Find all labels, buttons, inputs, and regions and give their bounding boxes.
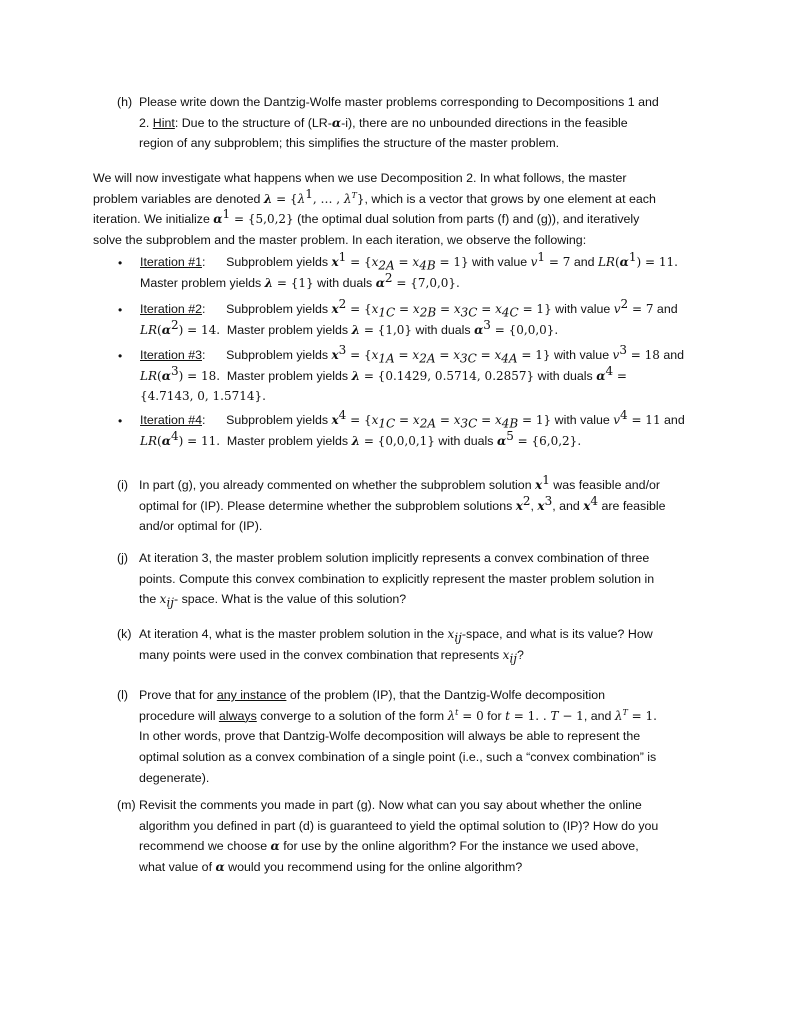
intro-line-2: problem variables are denoted $\lambda = \{\lambda^1$, … , $\lambda^T$}, which is a vector that grows by one element at each [93,186,656,206]
iteration-2-name: Iteration #2 [140,302,202,316]
part-h [117,92,717,154]
part-j: (j) At iteration 3, the master problem solution implicitly represents a convex combination of three points. Compute this convex combination to explicitly represent the master problem solution in the $x_{ij}-$ space. What is the value of this solution? [117,548,717,610]
bullet-icon: • [118,303,123,317]
iteration-1-name: Iteration #1 [140,255,202,269]
bullet-icon: • [118,256,123,270]
part-k: (k) At iteration 4, what is the master problem solution in the $x_{ij}$-space, and what is its value? How many points were used in the convex combination that represents $x_{ij}$? [117,624,717,665]
iteration-4: Iteration #4: Subproblem yields $x^4 = \{x_{1C} = x_{2A} = x_{3C} = x_{4B} = 1\}$ with value $v^4 = 11$ and $LR(\alpha^4) = 11$. Master problem yields λ = {0,0,0,1} with duals $\alpha^5 = \{6,0,2\}$. [140,407,685,448]
part-j-label: (j) [117,551,129,565]
part-l-label: (l) [117,688,129,702]
part-i: (i) In part (g), you already commented on whether the subproblem solution $x^1$ was feasible and/or optimal for (IP). Please determine whether the subproblem solutions $x^2$, $x^3$, and $x^4$ are feasible and/or optimal for (IP). [117,472,666,534]
part-h-line-2: 2. Hint: Due to the structure of (LR-α-i), there are no unbounded directions in the feasible [139,115,628,130]
part-m: (m) Revisit the comments you made in part (g). Now what can you say about whether the online algorithm you defined in part (d) is guaranteed to yield the optimal solution to (IP)? How do you recommend we choose α for use by the online algorithm? For the instance we used above, what value of α would you recommend using for the online algorithm? [117,795,717,878]
part-l: (l) Prove that for any instance of the problem (IP), that the Dantzig-Wolfe decomposition procedure will always converge to a solution of the form $\lambda^t = 0$ for t = 1. . T − 1, and $\lambda^T = 1$. In other words, prove that Dantzig-Wolfe decomposition will always be able to represent the optimal solution as a convex combination of a single point (i.e., such a “convex combination” is degenerate). [117,685,717,789]
iteration-3: Iteration #3: Subproblem yields $x^3 = \{x_{1A} = x_{2A} = x_{3C} = x_{4A} = 1\}$ with value $v^3 = 18$ and $LR(\alpha^3) = 18$. Master problem yields λ = {0.1429, 0.5714, 0.2857} with duals $\alpha^4$ = {4.7143, 0, 1.5714}. [140,342,685,404]
bullet-icon: • [118,414,123,428]
part-i-label: (i) [117,478,129,492]
hint-label: Hint [152,115,175,130]
intro-line-4: solve the subproblem and the master problem. In each iteration, we observe the following: [93,233,587,248]
part-h-line-1: Please write down the Dantzig-Wolfe master problems corresponding to Decompositions 1 and [139,95,659,109]
intro-paragraph [93,168,713,251]
intro-line-1: We will now investigate what happens when we use Decomposition 2. In what follows, the master [93,171,627,185]
iteration-2: Iteration #2: Subproblem yields $x^2 = \{x_{1C} = x_{2B} = x_{3C} = x_{4C} = 1\}$ with value $v^2 = 7$ and $LR(\alpha^2) = 14$. Master problem yields λ = {1,0} with duals $\alpha^3 = \{0,0,0\}$. [140,296,678,337]
iteration-3-name: Iteration #3 [140,348,202,362]
part-m-label: (m) [117,798,136,812]
part-k-label: (k) [117,627,132,641]
iteration-4-name: Iteration #4 [140,413,202,427]
iteration-1: Iteration #1: Subproblem yields $x^1 = \{x_{2A} = x_{4B} = 1\}$ with value $v^1 = 7$ and $LR(\alpha^1) = 11$. Master problem yields λ = {1} with duals $\alpha^2 = \{7,0,0\}$. [140,249,678,290]
bullet-icon: • [118,349,123,363]
part-h-label: (h) [117,95,133,109]
intro-line-3: iteration. We initialize $\alpha^1 = \{5,0,2\}$ (the optimal dual solution from parts (f) and (g)), and iteratively [93,207,640,227]
part-h-line-3: region of any subproblem; this simplifies the structure of the master problem. [139,136,560,151]
